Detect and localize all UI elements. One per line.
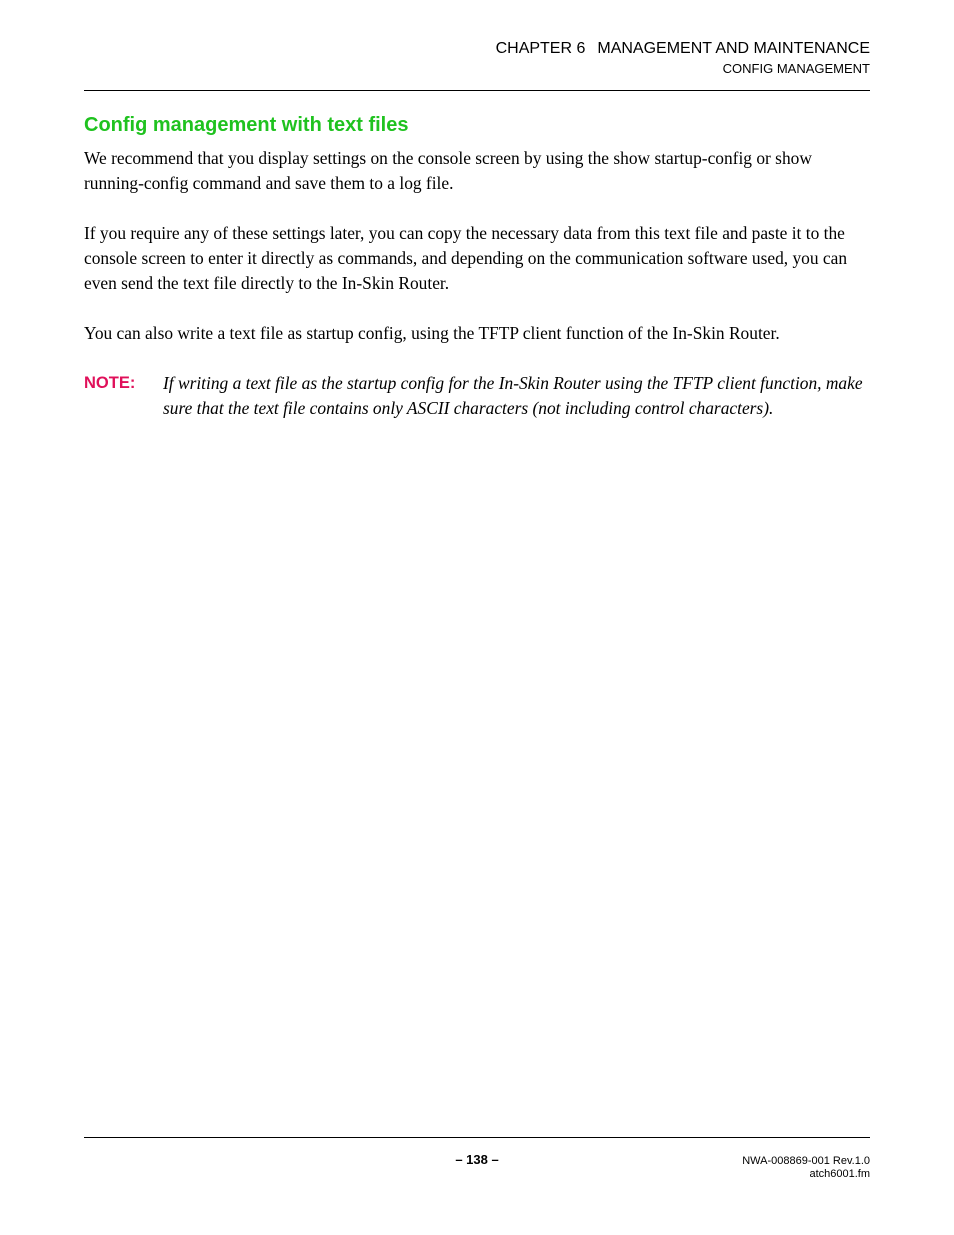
note-label: NOTE: xyxy=(84,374,136,392)
section-title: Config management with text files xyxy=(84,114,409,136)
section-heading: CONFIG MANAGEMENT xyxy=(722,61,870,76)
document-id: NWA-008869-001 Rev.1.0 xyxy=(742,1155,870,1167)
body-text xyxy=(84,146,870,421)
chapter-number: CHAPTER 6 xyxy=(495,40,586,57)
paragraph: If you require any of these settings later, you can copy the necessary data from this text file and paste it to the console screen to enter it directly as commands, and depending on the communication software used, you can even send the text file directly to the In-Skin Router. xyxy=(84,223,848,293)
chapter-title: MANAGEMENT AND MAINTENANCE xyxy=(597,40,870,57)
page-header xyxy=(496,38,870,77)
paragraph: We recommend that you display settings on the console screen by using the show startup-config or show running-config command and save them to a log file. xyxy=(84,148,812,193)
note-text: If writing a text file as the startup config for the In-Skin Router using the TFTP client function, make sure that the text file contains only ASCII characters (not including control characters). xyxy=(163,373,863,418)
file-name: atch6001.fm xyxy=(809,1168,870,1180)
note-block xyxy=(84,371,870,421)
paragraph: You can also write a text file as startup config, using the TFTP client function of the In-Skin Router. xyxy=(84,323,780,343)
footer-divider xyxy=(84,1137,870,1138)
chapter-heading xyxy=(496,38,870,60)
page-number: – 138 – xyxy=(455,1152,499,1167)
document-info xyxy=(742,1155,870,1181)
header-divider xyxy=(84,90,870,91)
